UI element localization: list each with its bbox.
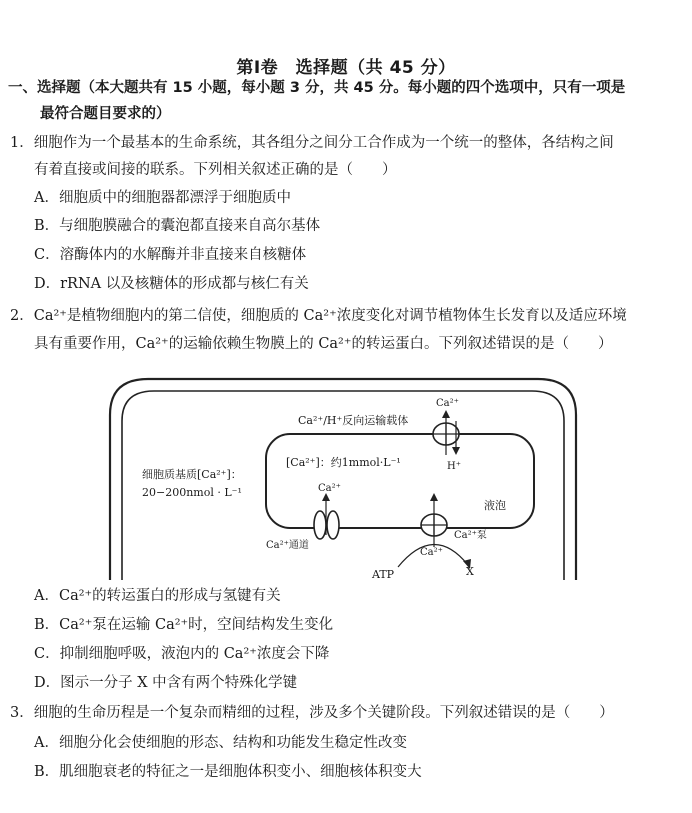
q3-option-a: A．细胞分化会使细胞的形态、结构和功能发生稳定性改变 — [34, 735, 407, 751]
q3-option-b: B．肌细胞衰老的特征之一是细胞体积变小、细胞核体积变大 — [34, 764, 422, 780]
part-heading-cont: 最符合题目要求的） — [40, 106, 171, 122]
cytosol-conc-line2: 20−200nmol · L⁻¹ — [142, 486, 242, 499]
ca-channel-left — [314, 511, 326, 539]
q2-stem-line2: 具有重要作用，Ca²⁺的运输依赖生物膜上的 Ca²⁺的转运蛋白。下列叙述错误的是（ ） — [34, 336, 613, 352]
vacuole-conc-label: [Ca²⁺]：约1mmol·L⁻¹ — [286, 456, 401, 469]
atp-label: ATP — [372, 568, 395, 580]
part-heading: 一、选择题（本大题共有 15 小题，每小题 3 分，共 45 分。每小题的四个选项中，只有一项是 — [8, 80, 626, 96]
x-label: X — [466, 565, 474, 578]
ca-channel-top-label: Ca²⁺ — [318, 483, 341, 494]
q2-option-d: D．图示一分子 X 中含有两个特殊化学键 — [34, 675, 298, 691]
ca-channel-right — [327, 511, 339, 539]
q2-option-a: A．Ca²⁺的转运蛋白的形成与氢键有关 — [34, 588, 281, 604]
vacuole-membrane — [266, 434, 534, 528]
ca-pump-in-label: Ca²⁺ — [420, 547, 443, 558]
channel-label: Ca²⁺通道 — [266, 540, 309, 551]
q2-option-b: B．Ca²⁺泵在运输 Ca²⁺时，空间结构发生变化 — [34, 617, 334, 633]
antiporter-label: Ca²⁺/H⁺反向运输载体 — [298, 414, 409, 427]
q1-option-d: D．rRNA 以及核糖体的形成都与核仁有关 — [34, 276, 309, 292]
q1-option-b: B．与细胞膜融合的囊泡都直接来自高尔基体 — [34, 218, 321, 234]
cytosol-conc-line1: 细胞质基质[Ca²⁺]： — [142, 468, 242, 481]
q3-stem-line1: 3．细胞的生命历程是一个复杂而精细的过程，涉及多个关键阶段。下列叙述错误的是（ ） — [10, 705, 614, 721]
ca-top-label: Ca²⁺ — [436, 398, 459, 409]
q1-stem-line2: 有着直接或间接的联系。下列相关叙述正确的是（ ） — [34, 162, 397, 178]
q2-stem-line1: 2．Ca²⁺是植物细胞内的第二信使，细胞质的 Ca²⁺浓度变化对调节植物体生长发育以及适应环境 — [10, 308, 627, 324]
vacuole-label: 液泡 — [484, 499, 506, 512]
h-label: H⁺ — [447, 461, 461, 472]
pump-label: Ca²⁺泵 — [454, 530, 487, 541]
section-title: 第Ⅰ卷 选择题（共 45 分） — [236, 58, 456, 78]
calcium-transport-diagram — [108, 375, 578, 580]
q1-option-a: A．细胞质中的细胞器都漂浮于细胞质中 — [34, 190, 291, 206]
q2-option-c: C．抑制细胞呼吸，液泡内的 Ca²⁺浓度会下降 — [34, 646, 330, 662]
q1-stem-line1: 1．细胞作为一个最基本的生命系统，其各组分之间分工合作成为一个统一的整体，各结构之间 — [10, 135, 614, 151]
q1-option-c: C．溶酶体内的水解酶并非直接来自核糖体 — [34, 247, 307, 263]
